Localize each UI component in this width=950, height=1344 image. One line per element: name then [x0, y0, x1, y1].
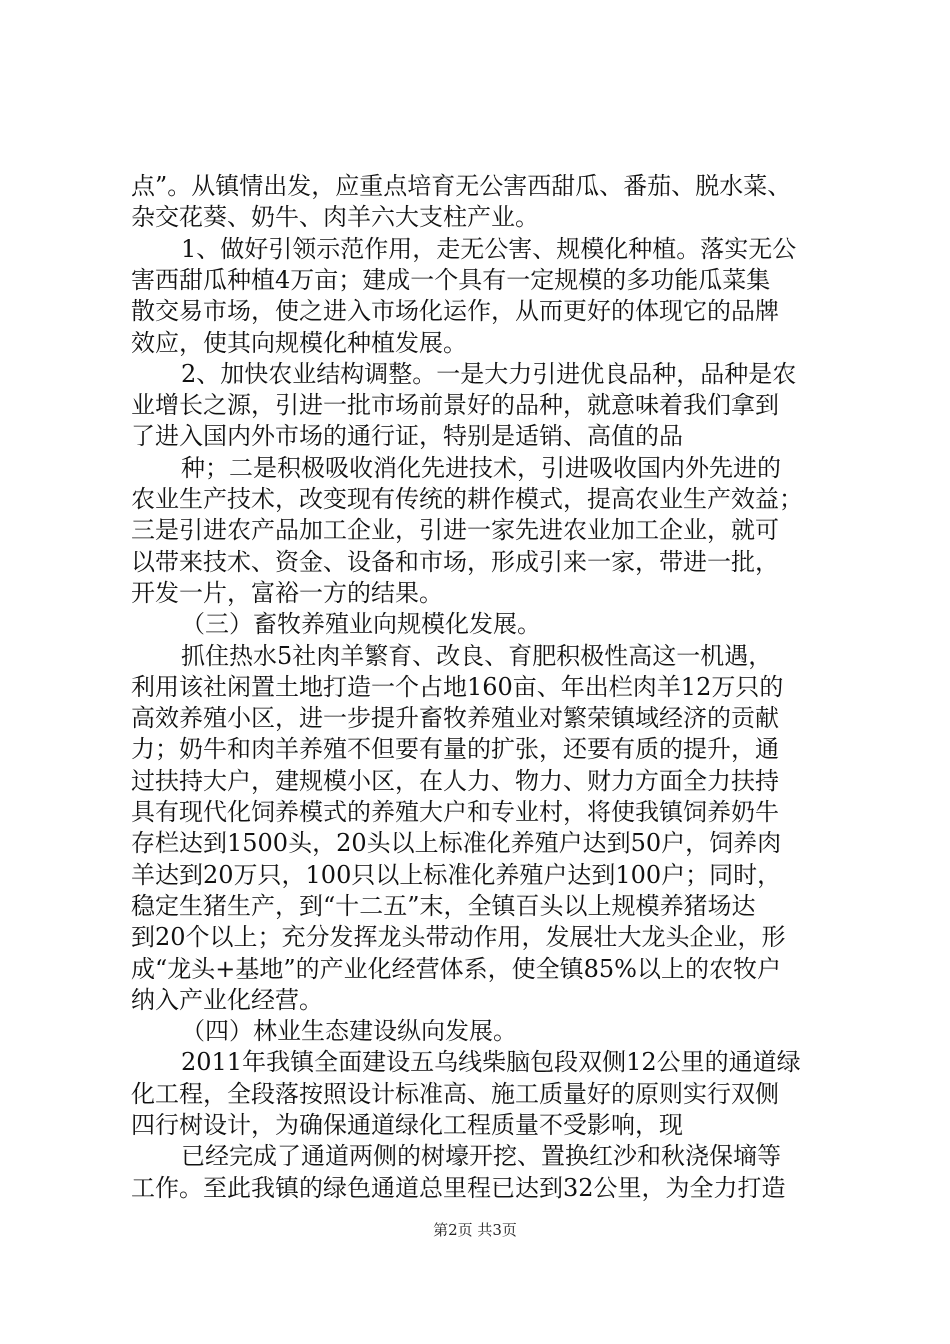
text-line: 点”。从镇情出发，应重点培育无公害西甜瓜、番茄、脱水菜、	[131, 172, 792, 200]
text-line: 纳入产业化经营。	[131, 986, 323, 1014]
text-line: 抓住热水5社肉羊繁育、改良、育肥积极性高这一机遇，	[181, 642, 773, 670]
text-line: 力；奶牛和肉羊养殖不但要有量的扩张，还要有质的提升，通	[131, 735, 779, 763]
text-line: 了进入国内外市场的通行证，特别是适销、高值的品	[131, 422, 683, 450]
text-line: 2011年我镇全面建设五乌线柴脑包段双侧12公里的通道绿	[181, 1048, 801, 1076]
text-line: 害西甜瓜种植4万亩；建成一个具有一定规模的多功能瓜菜集	[131, 266, 771, 294]
text-line: 过扶持大户，建规模小区，在人力、物力、财力方面全力扶持	[131, 767, 779, 795]
text-line: 羊达到20万只，100只以上标准化养殖户达到100户；同时，	[131, 861, 782, 889]
text-line: 开发一片，富裕一方的结果。	[131, 579, 443, 607]
text-line: 利用该社闲置土地打造一个占地160亩、年出栏肉羊12万只的	[131, 673, 784, 701]
page-footer: 第2页 共3页	[433, 1221, 517, 1239]
text-line: 已经完成了通道两侧的树壕开挖、置换红沙和秋浇保墒等	[181, 1142, 781, 1170]
text-line: 具有现代化饲养模式的养殖大户和专业村，将使我镇饲养奶牛	[131, 798, 779, 826]
text-line: 三是引进农产品加工企业，引进一家先进农业加工企业，就可	[131, 516, 779, 544]
text-line: 存栏达到1500头，20头以上标准化养殖户达到50户，饲养肉	[131, 829, 782, 857]
text-line: 成“龙头+基地”的产业化经营体系，使全镇85%以上的农牧户	[131, 955, 781, 983]
text-line: 种；二是积极吸收消化先进技术，引进吸收国内外先进的	[181, 454, 781, 482]
text-line: 效应，使其向规模化种植发展。	[131, 329, 467, 357]
text-line: 化工程，全段落按照设计标准高、施工质量好的原则实行双侧	[131, 1080, 779, 1108]
text-line: （四）林业生态建设纵向发展。	[181, 1017, 517, 1045]
text-line: 农业生产技术，改变现有传统的耕作模式，提高农业生产效益；	[131, 485, 803, 513]
text-line: 杂交花葵、奶牛、肉羊六大支柱产业。	[131, 203, 539, 231]
text-line: 以带来技术、资金、设备和市场，形成引来一家，带进一批，	[131, 548, 779, 576]
text-line: 稳定生猪生产，到“十二五”末，全镇百头以上规模养猪场达	[131, 892, 756, 920]
text-line: 1、做好引领示范作用，走无公害、规模化种植。落实无公	[181, 235, 797, 263]
text-line: 高效养殖小区，进一步提升畜牧养殖业对繁荣镇域经济的贡献	[131, 704, 779, 732]
text-line: 到20个以上；充分发挥龙头带动作用，发展壮大龙头企业，形	[131, 923, 786, 951]
text-line: （三）畜牧养殖业向规模化发展。	[181, 610, 541, 638]
text-line: 散交易市场，使之进入市场化运作，从而更好的体现它的品牌	[131, 297, 779, 325]
text-line: 2、加快农业结构调整。一是大力引进优良品种，品种是农	[181, 360, 797, 388]
text-line: 业增长之源，引进一批市场前景好的品种，就意味着我们拿到	[131, 391, 779, 419]
text-line: 四行树设计，为确保通道绿化工程质量不受影响，现	[131, 1111, 683, 1139]
text-line: 工作。至此我镇的绿色通道总里程已达到32公里，为全力打造	[131, 1174, 786, 1202]
